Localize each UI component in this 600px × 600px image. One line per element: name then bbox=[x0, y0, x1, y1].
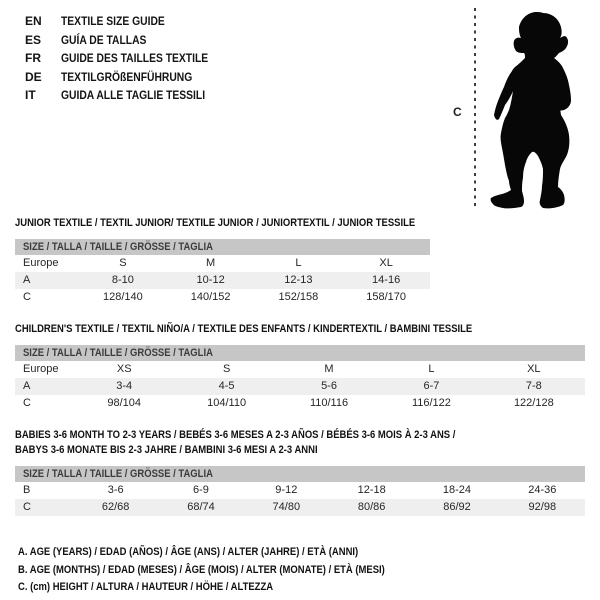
size-cell: 98/104 bbox=[107, 397, 142, 409]
legend-line-a bbox=[18, 544, 585, 562]
section-title-gap bbox=[15, 231, 585, 239]
language-guide-title: GUÍA DE TALLAS bbox=[61, 32, 147, 47]
section-babies bbox=[15, 428, 585, 516]
table-row bbox=[15, 289, 430, 306]
language-code: EN bbox=[25, 14, 42, 28]
language-row-en bbox=[25, 12, 232, 31]
section-title bbox=[15, 428, 585, 443]
table-row bbox=[15, 255, 430, 272]
size-cell: 10-12 bbox=[196, 274, 225, 286]
table-header-row bbox=[15, 345, 585, 361]
size-table-children bbox=[15, 345, 585, 412]
section-junior bbox=[15, 216, 585, 306]
size-cell: L bbox=[295, 257, 302, 269]
size-cell: 92/98 bbox=[528, 501, 557, 513]
legend-line-b bbox=[18, 562, 585, 580]
section-title bbox=[15, 322, 585, 337]
table-header-text: SIZE / TALLA / TAILLE / GRÖSSE / TAGLIA bbox=[23, 241, 213, 253]
section-title bbox=[15, 443, 585, 458]
table-row bbox=[15, 361, 585, 378]
legend-line-c bbox=[18, 579, 585, 597]
language-guide-title: GUIDA ALLE TAGLIE TESSILI bbox=[61, 88, 206, 102]
table-row bbox=[15, 272, 430, 289]
size-cell: 12-13 bbox=[284, 274, 313, 286]
row-label: C bbox=[23, 501, 31, 513]
section-title-text: BABIES 3-6 MONTH TO 2-3 YEARS / BEBÉS 3-6 MESES A 2-3 AÑOS / BÉBÉS 3-6 MOIS À 2-3 ANS / bbox=[15, 429, 456, 441]
section-title-text: CHILDREN'S TEXTILE / TEXTIL NIÑO/A / TEXTILE DES ENFANTS / KINDERTEXTIL / BAMBINI TESSILE bbox=[15, 323, 473, 335]
language-code: DE bbox=[25, 69, 42, 84]
size-cell: 7-8 bbox=[525, 380, 542, 392]
table-header-text: SIZE / TALLA / TAILLE / GRÖSSE / TAGLIA bbox=[23, 468, 213, 480]
size-cell: 8-10 bbox=[111, 274, 134, 286]
row-label: Europe bbox=[23, 257, 59, 269]
row-label: A bbox=[23, 274, 31, 286]
language-row-fr bbox=[25, 49, 232, 68]
table-row bbox=[15, 378, 585, 395]
size-table-junior bbox=[15, 239, 430, 306]
size-cell: 4-5 bbox=[218, 380, 235, 392]
size-cell: 68/74 bbox=[187, 501, 215, 513]
row-label: C bbox=[23, 397, 31, 409]
language-row-de bbox=[25, 68, 232, 87]
size-cell: 110/116 bbox=[309, 397, 349, 409]
language-row-es bbox=[25, 31, 232, 50]
size-cell: 12-18 bbox=[357, 484, 386, 496]
language-guide-title: TEXTILGRÖßENFÜHRUNG bbox=[61, 69, 193, 84]
size-cell: 74/80 bbox=[272, 501, 301, 513]
size-cell: XL bbox=[379, 257, 393, 269]
size-cell: 128/140 bbox=[102, 291, 143, 303]
row-label: Europe bbox=[23, 363, 59, 375]
language-title-list bbox=[25, 12, 232, 105]
section-title-text: JUNIOR TEXTILE / TEXTIL JUNIOR/ TEXTILE JUNIOR / JUNIORTEXTIL / JUNIOR TESSILE bbox=[15, 217, 416, 229]
table-row bbox=[15, 482, 585, 499]
size-cell: 3-6 bbox=[107, 484, 124, 496]
size-cell: 24-36 bbox=[528, 484, 557, 496]
section-title-gap bbox=[15, 337, 585, 345]
top-block bbox=[0, 0, 600, 216]
size-cell: L bbox=[428, 363, 435, 375]
size-cell: 80/86 bbox=[357, 501, 386, 513]
size-table-babies bbox=[15, 466, 585, 516]
size-cell: 6-7 bbox=[423, 380, 440, 392]
legend-line-text: A. AGE (YEARS) / EDAD (AÑOS) / ÂGE (ANS) / ALTER (JAHRE) / ETÀ (ANNI) bbox=[18, 546, 359, 558]
row-label: C bbox=[23, 291, 31, 303]
size-cell: 18-24 bbox=[442, 484, 472, 496]
size-cell: 122/128 bbox=[513, 397, 554, 409]
table-row bbox=[15, 499, 585, 516]
table-header-text: SIZE / TALLA / TAILLE / GRÖSSE / TAGLIA bbox=[23, 347, 213, 359]
measurement-legend bbox=[18, 544, 585, 597]
size-cell: 6-9 bbox=[193, 484, 209, 496]
size-cell: 104/110 bbox=[207, 397, 247, 409]
size-cell: 152/158 bbox=[278, 291, 319, 303]
legend-line-text: C. (cm) HEIGHT / ALTURA / HAUTEUR / HÖHE / ALTEZZA bbox=[18, 581, 274, 593]
table-header-row bbox=[15, 466, 585, 482]
size-cell: 3-4 bbox=[116, 380, 133, 392]
row-label: B bbox=[23, 484, 31, 496]
size-cell: XL bbox=[527, 363, 541, 375]
size-cell: 9-12 bbox=[275, 484, 298, 496]
language-guide-title: GUIDE DES TAILLES TEXTILE bbox=[61, 51, 209, 65]
size-cell: S bbox=[119, 257, 127, 269]
size-cell: 5-6 bbox=[321, 380, 337, 392]
language-row-it bbox=[25, 86, 232, 105]
height-measure-label: C bbox=[453, 105, 462, 119]
table-header-row bbox=[15, 239, 430, 255]
legend-line-text: B. AGE (MONTHS) / EDAD (MESES) / ÂGE (MOIS) / ALTER (MONATE) / ETÀ (MESI) bbox=[18, 563, 385, 576]
language-guide-title: TEXTILE SIZE GUIDE bbox=[61, 14, 165, 28]
language-code: IT bbox=[25, 88, 36, 102]
language-code: ES bbox=[25, 32, 42, 47]
section-title-text: BABYS 3-6 MONATE BIS 2-3 JAHRE / BAMBINI 3-6 MESI A 2-3 ANNI bbox=[15, 444, 318, 456]
table-row bbox=[15, 395, 585, 412]
row-label: A bbox=[23, 380, 31, 392]
size-cell: 14-16 bbox=[372, 274, 401, 286]
size-cell: M bbox=[324, 363, 334, 375]
size-cell: 140/152 bbox=[190, 291, 231, 303]
language-code: FR bbox=[25, 51, 41, 65]
size-cell: M bbox=[206, 257, 216, 269]
section-title-gap bbox=[15, 458, 585, 466]
size-cell: 116/122 bbox=[411, 397, 451, 409]
section-children bbox=[15, 322, 585, 412]
size-cell: S bbox=[222, 363, 231, 375]
baby-silhouette bbox=[491, 12, 571, 208]
size-cell: XS bbox=[116, 363, 132, 375]
size-cell: 158/170 bbox=[366, 291, 406, 303]
size-cell: 86/92 bbox=[443, 501, 471, 513]
size-cell: 62/68 bbox=[101, 501, 130, 513]
baby-figure-graphic bbox=[447, 5, 597, 211]
baby-figure bbox=[447, 5, 597, 211]
section-title bbox=[15, 216, 585, 231]
size-tables-sections bbox=[15, 216, 585, 516]
